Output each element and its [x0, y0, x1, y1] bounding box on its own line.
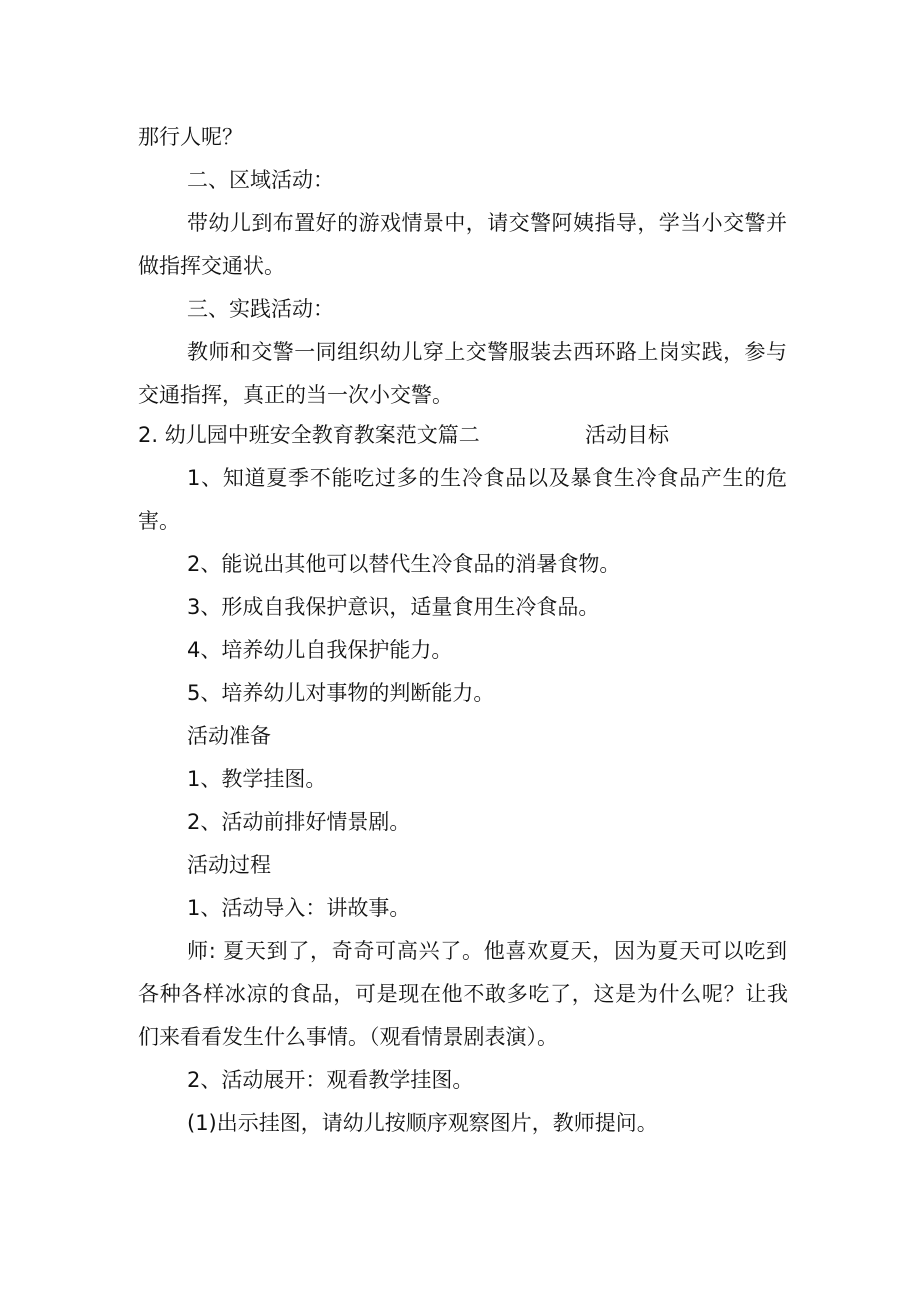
list-item: 3、形成自我保护意识，适量食用生冷食品。: [187, 595, 600, 619]
paragraph-line: 们来看看发生什么事情。（观看情景剧表演）。: [138, 1025, 558, 1049]
paragraph-line: 那行人呢？: [138, 125, 243, 149]
list-item: 1、活动导入：讲故事。: [187, 896, 411, 920]
paragraph-line: 害。: [138, 509, 180, 533]
paragraph-line: 各种各样冰凉的食品，可是现在他不敢多吃了，这是为什么呢？让我: [138, 982, 788, 1006]
list-item: 5、培养幼儿对事物的判断能力。: [187, 681, 495, 705]
paragraph-line: 带幼儿到布置好的游戏情景中，请交警阿姨指导，学当小交警并: [187, 211, 787, 235]
list-item: 1、知道夏季不能吃过多的生冷食品以及暴食生冷食品产生的危: [187, 466, 787, 490]
section-heading-practice-activity: 三、实践活动：: [187, 297, 334, 321]
paragraph-line: 教师和交警一同组织幼儿穿上交警服装去西环路上岗实践，参与: [187, 340, 787, 364]
section-heading-area-activity: 二、区域活动：: [187, 168, 334, 192]
goals-heading: 活动目标: [585, 423, 669, 447]
list-item: 4、培养幼儿自我保护能力。: [187, 638, 453, 662]
list-item: 1、教学挂图。: [187, 767, 327, 791]
paragraph-line: 师: 夏天到了，奇奇可高兴了。他喜欢夏天，因为夏天可以吃到: [187, 939, 787, 963]
list-item: 2、活动展开：观看教学挂图。: [187, 1068, 474, 1092]
list-item: 2、活动前排好情景剧。: [187, 810, 411, 834]
paragraph-line: 交通指挥，真正的当一次小交警。: [138, 383, 453, 407]
paragraph-line: 做指挥交通状。: [138, 254, 285, 278]
article-title: 2. 幼儿园中班安全教育教案范文篇二: [138, 423, 480, 447]
list-item: (1)出示挂图，请幼儿按顺序观察图片，教师提问。: [187, 1111, 658, 1135]
section-heading-preparation: 活动准备: [187, 724, 271, 748]
section-heading-process: 活动过程: [187, 853, 271, 877]
article-heading: [138, 420, 788, 450]
list-item: 2、能说出其他可以替代生冷食品的消暑食物。: [187, 552, 621, 576]
